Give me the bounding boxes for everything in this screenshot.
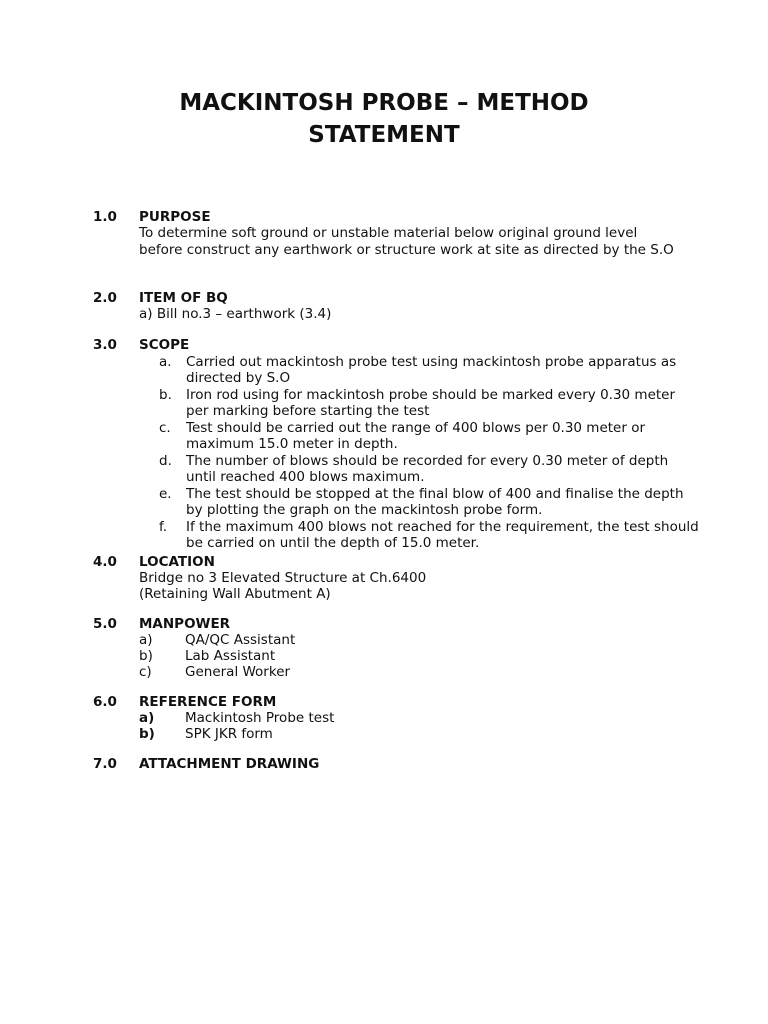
list-marker: d. xyxy=(159,452,172,469)
list-marker: f. xyxy=(159,518,168,535)
scope-item xyxy=(159,387,699,420)
list-marker: e. xyxy=(159,485,172,502)
list-item xyxy=(139,664,684,680)
section-number: 4.0 xyxy=(93,554,117,570)
scope-item xyxy=(159,519,699,552)
scope-list xyxy=(159,354,699,552)
reference-form-list xyxy=(139,710,684,742)
scope-item-text: Iron rod using for mackintosh probe should be marked every 0.30 meter per marking before starting the test xyxy=(186,386,676,419)
list-item xyxy=(139,710,684,726)
list-marker: a) xyxy=(139,710,155,726)
section-heading: PURPOSE xyxy=(139,209,211,225)
list-item-text: Mackintosh Probe test xyxy=(185,710,335,726)
manpower-list xyxy=(139,632,684,680)
section-heading: ATTACHMENT DRAWING xyxy=(139,756,320,772)
section-purpose xyxy=(93,209,693,269)
section-manpower xyxy=(93,616,693,682)
section-number: 6.0 xyxy=(93,694,117,710)
list-item-text: General Worker xyxy=(185,664,291,680)
list-marker: b) xyxy=(139,726,155,742)
scope-item xyxy=(159,486,699,519)
scope-item-text: Carried out mackintosh probe test using mackintosh probe apparatus as directed by S.O xyxy=(186,353,677,386)
bq-item: a) Bill no.3 – earthwork (3.4) xyxy=(139,306,332,322)
section-heading: SCOPE xyxy=(139,337,190,353)
list-marker: b) xyxy=(139,648,153,664)
scope-item-text: The number of blows should be recorded for every 0.30 meter of depth until reached 400 blows maximum. xyxy=(186,452,669,485)
location-line-2: (Retaining Wall Abutment A) xyxy=(139,586,331,602)
section-number: 3.0 xyxy=(93,337,117,353)
section-reference-form xyxy=(93,694,693,744)
scope-item xyxy=(159,354,699,387)
section-number: 7.0 xyxy=(93,756,117,772)
section-scope xyxy=(93,337,699,557)
section-number: 1.0 xyxy=(93,209,117,225)
list-marker: a. xyxy=(159,353,172,370)
document-title xyxy=(0,87,768,151)
title-line-2: STATEMENT xyxy=(308,122,460,148)
scope-item-text: If the maximum 400 blows not reached for the requirement, the test should be carried on until the depth of 15.0 meter. xyxy=(186,518,699,551)
section-item-of-bq xyxy=(93,290,693,324)
purpose-text: To determine soft ground or unstable material below original ground level before construct any earthwork or structure work at site as directed by the S.O xyxy=(139,225,674,258)
list-marker: a) xyxy=(139,632,153,648)
section-attachment-drawing xyxy=(93,756,693,774)
section-number: 5.0 xyxy=(93,616,117,632)
scope-item-text: The test should be stopped at the final blow of 400 and finalise the depth by plotting the graph on the mackintosh probe form. xyxy=(186,485,684,518)
list-item-text: QA/QC Assistant xyxy=(185,632,296,648)
list-item-text: SPK JKR form xyxy=(185,726,273,742)
list-item xyxy=(139,648,684,664)
section-location xyxy=(93,554,693,604)
section-number: 2.0 xyxy=(93,290,117,306)
list-item xyxy=(139,726,684,742)
section-heading: LOCATION xyxy=(139,554,215,570)
section-heading: REFERENCE FORM xyxy=(139,694,277,710)
title-line-1: MACKINTOSH PROBE – METHOD xyxy=(179,90,589,116)
scope-item xyxy=(159,420,699,453)
list-item-text: Lab Assistant xyxy=(185,648,276,664)
list-marker: c) xyxy=(139,664,152,680)
section-heading: ITEM OF BQ xyxy=(139,290,228,306)
location-line-1: Bridge no 3 Elevated Structure at Ch.6400 xyxy=(139,570,427,586)
scope-item xyxy=(159,453,699,486)
scope-item-text: Test should be carried out the range of 400 blows per 0.30 meter or maximum 15.0 meter in depth. xyxy=(186,419,646,452)
section-heading: MANPOWER xyxy=(139,616,231,632)
list-marker: b. xyxy=(159,386,172,403)
list-marker: c. xyxy=(159,419,171,436)
list-item xyxy=(139,632,684,648)
